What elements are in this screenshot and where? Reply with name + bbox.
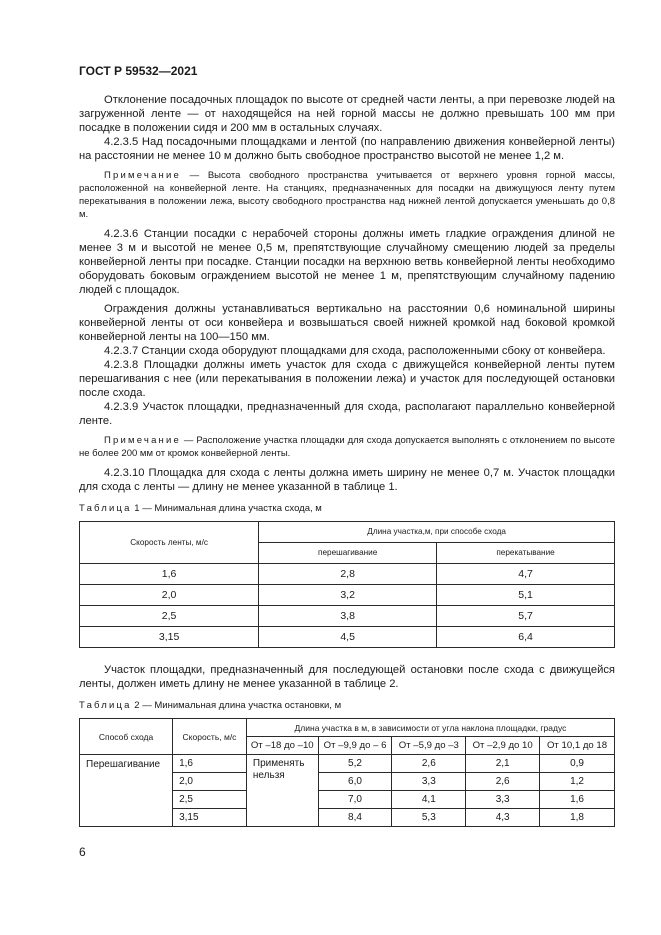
note-text: — Высота свободного пространства учитывается от верхнего уровня горной массы, расположенной на конвейерной ленте. На станциях, предназначенных для посадки на движущуюся ленту путем перекатывания в положении лежа, высоту свободного пространства над нижней лентой допускается уменьшать до 0,8 м.	[79, 170, 615, 220]
table-2-caption	[79, 699, 615, 713]
table-cell: 6,4	[437, 627, 615, 648]
speed-cell: 2,5	[173, 791, 247, 809]
table-cell: 5,7	[437, 606, 615, 627]
table-cell: 3,8	[259, 606, 437, 627]
paragraph-4-2-3-5: 4.2.3.5 Над посадочными площадками и лентой (по направлению движения конвейерной ленты) на расстоянии не менее 10 м должно быть свободное пространство высотой не менее 1,2 м.	[79, 136, 615, 162]
speed-cell: 2,0	[173, 773, 247, 791]
table-cell: 6,0	[318, 773, 392, 791]
paragraph-4-2-3-9: 4.2.3.9 Участок площадки, предназначенный для схода, располагают параллельно конвейерной ленте.	[79, 401, 615, 427]
table-row	[80, 564, 615, 585]
not-allowed-cell: Применять нельзя	[246, 755, 318, 827]
note-label: Примечание	[104, 435, 181, 446]
note-2	[79, 434, 615, 460]
table-1	[79, 521, 615, 648]
table-row	[80, 627, 615, 648]
paragraph-4-2-3-10: 4.2.3.10 Площадка для схода с ленты должна иметь ширину не менее 0,7 м. Участок площадки для схода с ленты — длину не менее указанной в таблице 1.	[79, 467, 615, 493]
paragraph: Участок площадки, предназначенный для последующей остановки после схода с движущейся ленты, должен иметь длину не менее указанной в таблице 2.	[79, 664, 615, 690]
column-header-speed: Скорость, м/с	[173, 719, 247, 755]
paragraph: Отклонение посадочных площадок по высоте от средней части ленты, а при перевозке людей на загруженной ленте — от находящейся на ней горной массы не должно превышать 100 мм при посадке в положении сидя и 200 мм в остальных случаях.	[79, 94, 615, 134]
table-cell: 3,3	[392, 773, 466, 791]
column-header-step-over: перешагивание	[259, 543, 437, 564]
table-cell: 4,7	[437, 564, 615, 585]
table-cell: 7,0	[318, 791, 392, 809]
paragraph-4-2-3-7: 4.2.3.7 Станции схода оборудуют площадками для схода, расположенными сбоку от конвейера.	[104, 345, 606, 357]
table-cell: 3,2	[259, 585, 437, 606]
table-cell: 2,6	[466, 773, 540, 791]
column-header-speed: Скорость ленты, м/с	[80, 522, 259, 564]
table-cell: 5,2	[318, 755, 392, 773]
table-cell: 1,8	[540, 809, 615, 827]
caption-label: Таблица	[79, 700, 132, 711]
speed-cell: 1,6	[173, 755, 247, 773]
column-header-angle: От –2,9 до 10	[466, 737, 540, 755]
table-cell: 0,9	[540, 755, 615, 773]
table-cell: 3,3	[466, 791, 540, 809]
table-cell: 1,6	[80, 564, 259, 585]
column-header-angle: От –9,9 до – 6	[318, 737, 392, 755]
paragraph: Ограждения должны устанавливаться вертикально на расстоянии 0,6 номинальной ширины конвейерной ленты от оси конвейера и возвышаться своей нижней кромкой над боковой кромкой конвейерной ленты на 100—150 мм.	[79, 303, 615, 343]
table-cell: 4,1	[392, 791, 466, 809]
page-number: 6	[79, 845, 86, 859]
column-header-angle: От –5,9 до –3	[392, 737, 466, 755]
table-row	[80, 755, 615, 773]
note-text: — Расположение участка площадки для схода допускается выполнять с отклонением по высоте не более 200 мм от кромок конвейерной ленты.	[79, 435, 615, 459]
caption-text: 2 — Минимальная длина участка остановки, м	[131, 700, 342, 711]
table-cell: 2,0	[80, 585, 259, 606]
column-header-angle: От –18 до –10	[246, 737, 318, 755]
table-2	[79, 718, 615, 827]
table-cell: 2,6	[392, 755, 466, 773]
table-cell: 1,2	[540, 773, 615, 791]
caption-label: Таблица	[79, 503, 132, 514]
table-1-caption	[79, 502, 615, 516]
column-header-length: Длина участка в м, в зависимости от угла наклона площадки, градус	[246, 719, 614, 737]
table-cell: 2,1	[466, 755, 540, 773]
table-cell: 1,6	[540, 791, 615, 809]
table-row	[80, 606, 615, 627]
table-cell: 5,1	[437, 585, 615, 606]
table-cell: 2,5	[80, 606, 259, 627]
note-label: Примечание	[104, 170, 181, 181]
table-cell: 8,4	[318, 809, 392, 827]
table-cell: 5,3	[392, 809, 466, 827]
table-cell: 3,15	[80, 627, 259, 648]
document-code: ГОСТ Р 59532—2021	[79, 64, 198, 78]
table-row	[80, 585, 615, 606]
column-header-roll: перекатывание	[437, 543, 615, 564]
page-content	[79, 93, 615, 827]
note-1	[79, 169, 615, 221]
column-header-angle: От 10,1 до 18	[540, 737, 615, 755]
column-header-method: Способ схода	[80, 719, 173, 755]
speed-cell: 3,15	[173, 809, 247, 827]
paragraph-4-2-3-6: 4.2.3.6 Станции посадки с нерабочей стороны должны иметь гладкие ограждения длиной не менее 3 м и высотой не менее 0,5 м, препятствующие случайному смещению людей за пределы конвейерной ленты при посадке. Станции посадки на верхнюю ветвь конвейерной ленты необходимо оборудовать боковым ограждением высотой не менее 1 м, препятствующим случайному падению людей с площадок.	[79, 228, 615, 296]
table-cell: 4,3	[466, 809, 540, 827]
paragraph-4-2-3-8: 4.2.3.8 Площадки должны иметь участок для схода с движущейся конвейерной ленты путем перешагивания с нее (или перекатывания в положении лежа) и участок для последующей остановки после схода.	[79, 359, 615, 399]
method-cell: Перешагивание	[80, 755, 173, 827]
table-cell: 4,5	[259, 627, 437, 648]
caption-text: 1 — Минимальная длина участка схода, м	[131, 503, 322, 514]
column-header-length: Длина участка,м, при способе схода	[259, 522, 615, 543]
table-cell: 2,8	[259, 564, 437, 585]
